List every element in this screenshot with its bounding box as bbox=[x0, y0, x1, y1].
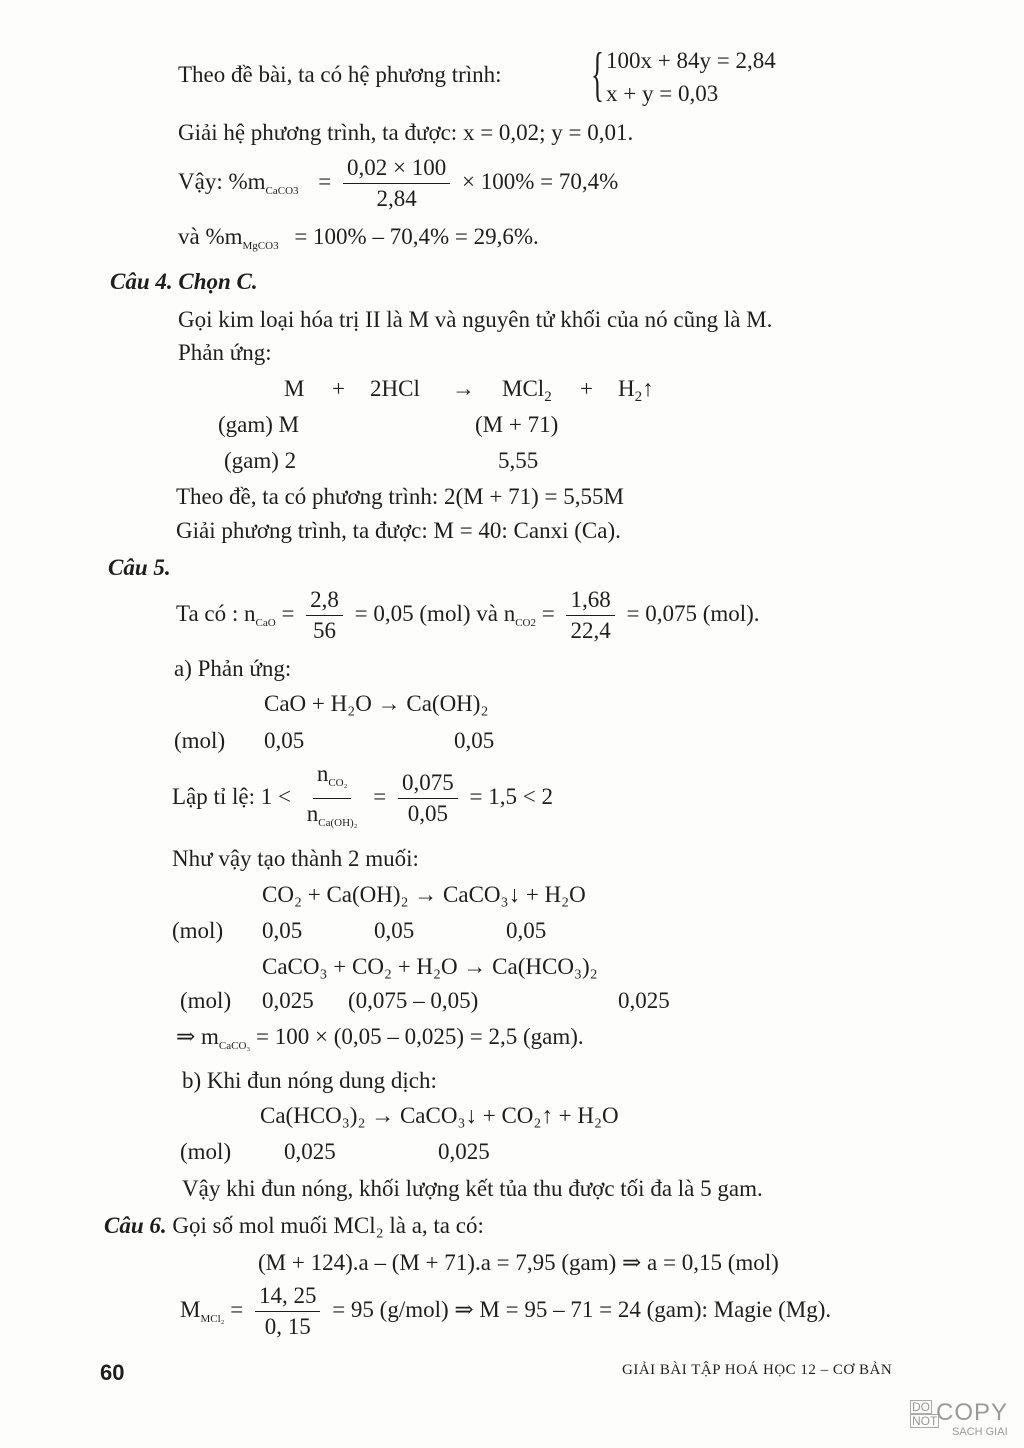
system-eq-1: 100x + 84y = 2,84 bbox=[606, 48, 776, 73]
q5-mass-caco3: ⇒ $m_{CaCO_3} = 100 \times (0,05 - 0,025) = 2,5$ (gam). bbox=[176, 1024, 584, 1052]
q5-reaction-4: Ca(HCO₃)₂ → CaCO₃↓ + CO₂↑ + H₂O bbox=[260, 1103, 619, 1128]
percent-result: = 100% – 70,4% = 29,6%. bbox=[294, 224, 539, 249]
question-5-heading: Câu 5. bbox=[108, 555, 171, 580]
watermark-do: DO bbox=[912, 1400, 930, 1414]
q5-part-a-label: a) Phản ứng: bbox=[174, 656, 292, 681]
numerator: 1,68 bbox=[566, 587, 614, 616]
text: = 0,075 (mol). bbox=[626, 601, 760, 626]
denominator: $n_{Ca(OH)_2}$ bbox=[306, 801, 358, 830]
subscript-3: 3 bbox=[293, 185, 299, 197]
percent-label: và %m bbox=[178, 224, 243, 249]
q5-reaction-3-mol-value: (0,075 – 0,05) bbox=[348, 988, 479, 1013]
q4-gram-row-1-label: (gam) M bbox=[218, 412, 300, 437]
q5-reaction-2-mol-value: 0,05 bbox=[374, 918, 415, 943]
q5-conclusion: Vậy khi đun nóng, khối lượng kết tủa thu được tối đa là 5 gam. bbox=[182, 1176, 763, 1201]
system-intro: Theo đề bài, ta có hệ phương trình: bbox=[178, 62, 502, 87]
q5-reaction-3: CaCO₃ + CO₂ + H₂O → Ca(HCO₃)₂ bbox=[262, 954, 598, 979]
q6-molar-mass-line: $M_{MCl_2}$ = $\frac{14, 25}{0, 15}$ = 95 (g/mol) ⇒ M = 95 – 71 = 24 (gam): Magie (Mg). bbox=[180, 1283, 832, 1340]
q5-reaction-2-mol-value: 0,05 bbox=[262, 918, 303, 943]
q5-ratio-line bbox=[172, 760, 553, 836]
equals-sign: = bbox=[318, 169, 332, 194]
q6-result: = 95 (g/mol) ⇒ M = 95 – 71 = 24 (gam): Magie (Mg). bbox=[332, 1297, 832, 1322]
plus-sign: + bbox=[332, 376, 345, 401]
reaction-arrow: → bbox=[452, 376, 475, 401]
numerator: 2,8 bbox=[306, 587, 343, 616]
denominator: 0,05 bbox=[407, 801, 449, 827]
fraction-values bbox=[398, 770, 458, 827]
q5-reaction-1: CaO + H₂O → Ca(OH)₂ bbox=[264, 691, 489, 716]
fraction-mol-ratio bbox=[303, 761, 362, 836]
numerator: 14, 25 bbox=[255, 1283, 321, 1312]
do-not-copy-watermark bbox=[908, 1400, 1008, 1444]
numerator: 0,02 × 100 bbox=[343, 155, 450, 184]
q4-gram-row-2-label: (gam) 2 bbox=[224, 448, 297, 473]
percent-mgco3-line bbox=[178, 222, 539, 261]
q6-equation: (M + 124).a – (M + 71).a = 7,95 (gam) ⇒ a = 0,15 (mol) bbox=[258, 1250, 779, 1275]
watermark-copy: COPY bbox=[936, 1399, 1009, 1426]
q4-equation: Theo đề, ta có phương trình: 2(M + 71) = 5,55M bbox=[176, 484, 624, 509]
denominator: 56 bbox=[313, 618, 337, 644]
subscript-cao: CaO bbox=[255, 617, 276, 629]
book-title: GIẢI BÀI TẬP HOÁ HỌC 12 – CƠ BẢN bbox=[622, 1362, 893, 1378]
q4-reaction-label: Phản ứng: bbox=[178, 340, 272, 365]
equals-sign: = bbox=[281, 601, 295, 626]
numerator: 0,075 bbox=[398, 770, 458, 799]
percent-label: Vậy: %m bbox=[178, 169, 266, 194]
denominator: 2,84 bbox=[376, 186, 417, 212]
watermark-not: NOT bbox=[912, 1414, 938, 1428]
question-6-line bbox=[104, 1211, 484, 1241]
reactant-m: M bbox=[284, 376, 305, 401]
q5-reaction-2-mol-value: 0,05 bbox=[506, 918, 547, 943]
percent-result: × 100% = 70,4% bbox=[461, 169, 619, 194]
subscript-caco: CaCO bbox=[265, 185, 294, 197]
watermark-sach-giai: SACH GIAI bbox=[952, 1426, 1008, 1438]
q5-part-b-label: b) Khi đun nóng dung dịch: bbox=[182, 1068, 437, 1093]
q5-reaction-2-mol-label: (mol) bbox=[172, 918, 224, 943]
q5-reaction-3-mol-value: 0,025 bbox=[618, 988, 670, 1013]
text: Ta có : n bbox=[176, 601, 256, 626]
denominator: 0, 15 bbox=[264, 1314, 311, 1340]
q5-reaction-4-mol-label: (mol) bbox=[180, 1139, 232, 1164]
page-number: 60 bbox=[100, 1360, 125, 1385]
q5-reaction-3-mol-label: (mol) bbox=[180, 988, 232, 1013]
subscript-3: 3 bbox=[273, 240, 279, 252]
subscript-mgco: MgCO bbox=[242, 240, 274, 252]
q5-reaction-3-mol-value: 0,025 bbox=[262, 988, 314, 1013]
text: = 0,05 (mol) và n bbox=[354, 601, 516, 626]
reactant-hcl: 2HCl bbox=[370, 376, 420, 401]
q5-moles-line: Ta có : $n_{CaO}$ = $\frac{2,8}{56}$ = 0,05 (mol) và $n_{CO2}$ = $\frac{1,68}{22,4}$ = 0,075 (mol). bbox=[176, 587, 760, 644]
equals-sign: = bbox=[373, 784, 387, 809]
q4-gram-row-2-value: 5,55 bbox=[498, 448, 539, 473]
product-mcl2: MCl$_2$ bbox=[502, 376, 552, 405]
q5-reaction-4-mol-value: 0,025 bbox=[284, 1139, 336, 1164]
percent-caco3-line bbox=[178, 150, 618, 223]
q5-reaction-1-mol-value: 0,05 bbox=[264, 728, 305, 753]
q5-two-salts: Như vậy tạo thành 2 muối: bbox=[172, 846, 419, 871]
question-6-heading: Câu 6. bbox=[104, 1213, 167, 1238]
equals-sign: = bbox=[541, 601, 555, 626]
fraction-molar-mass bbox=[255, 1283, 321, 1340]
product-h2: $H_2↑$ bbox=[618, 376, 654, 405]
q4-intro: Gọi kim loại hóa trị II là M và nguyên tử khối của nó cũng là M. bbox=[178, 307, 773, 332]
system-solution: Giải hệ phương trình, ta được: x = 0,02; y = 0,01. bbox=[178, 120, 634, 145]
q5-reaction-2: CO₂ + Ca(OH)₂ → CaCO₃↓ + H₂O bbox=[262, 882, 586, 907]
text: Lập tỉ lệ: 1 < bbox=[172, 784, 291, 809]
system-brace: { bbox=[591, 41, 604, 107]
plus-sign: + bbox=[580, 376, 593, 401]
denominator: 22,4 bbox=[570, 618, 611, 644]
question-4-heading: Câu 4. Chọn C. bbox=[110, 269, 258, 294]
fraction-cao bbox=[306, 587, 343, 644]
q4-solution: Giải phương trình, ta được: M = 40: Canxi (Ca). bbox=[176, 518, 621, 543]
fraction bbox=[343, 155, 450, 212]
q5-reaction-1-mol-label: (mol) bbox=[174, 728, 226, 753]
numerator: $n_{CO_2}$ bbox=[313, 761, 352, 799]
q5-reaction-4-mol-value: 0,025 bbox=[438, 1139, 490, 1164]
equals-sign: = bbox=[230, 1297, 244, 1322]
q4-gram-row-1-value: (M + 71) bbox=[475, 412, 559, 437]
text: = 1,5 < 2 bbox=[469, 784, 553, 809]
q6-intro: Gọi số mol muối MCl₂ là a, ta có: bbox=[172, 1213, 484, 1238]
system-eq-2: x + y = 0,03 bbox=[606, 81, 719, 106]
fraction-co2 bbox=[566, 587, 614, 644]
q5-reaction-1-mol-value: 0,05 bbox=[454, 728, 495, 753]
